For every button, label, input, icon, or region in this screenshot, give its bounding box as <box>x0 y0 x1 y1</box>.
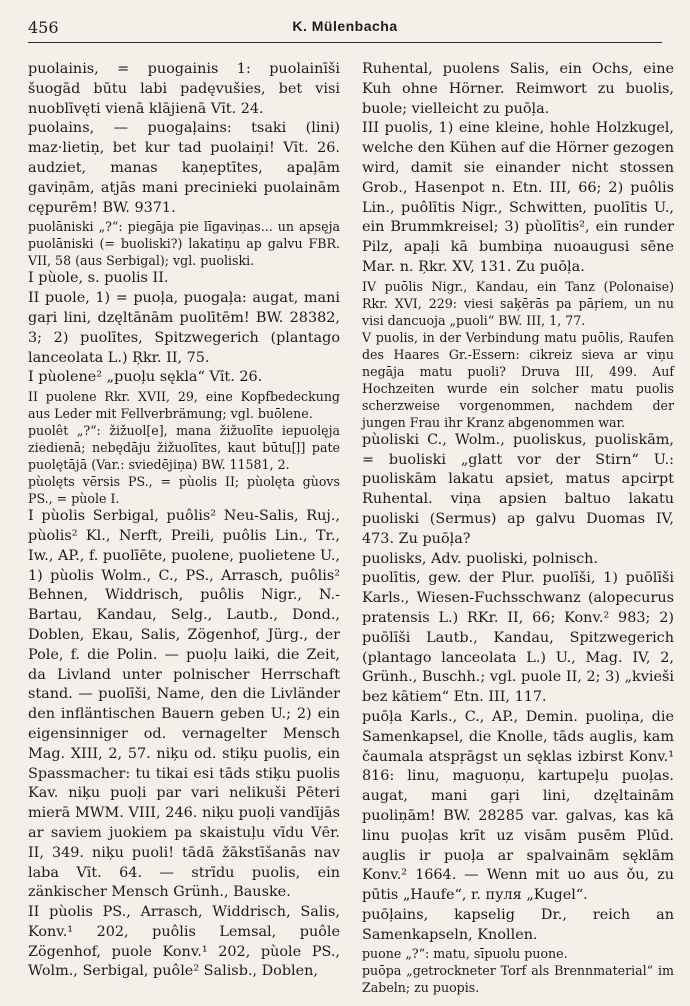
entry: Ruhental, puolens Salis, ein Ochs, eine Kuh ohne Hörner. Reimwort zu buolis, buole; vielleicht zu puōļa. <box>362 61 674 117</box>
page-number: 456 <box>28 18 59 37</box>
entry: puolains, — puogaļains: tsaki (lini) maz·lietiņ, bet kur tad puolaiņi! Vīt. 26. audziet, manas kaņeptītes, apaļām gaviņām, atjās mani precinieki puolainām cępurēm! BW. 9371. <box>28 120 340 216</box>
entry: puolêt „?“: žižuol[e], mana žižuolīte iepuolęja ziedienā; nebędāju žižuolītes, kaut būtu[ļ] pate puolętājā (Var.: sviedējiņa) BW. 11581, 2. <box>28 423 340 473</box>
entry: I pùole, s. puolis II. <box>28 270 169 287</box>
entry: puolainis, = puogainis 1: puolainīši šuogād būtu labi padęvušies, bet visi nuoblīvęti vienā klājienā Vīt. 24. <box>28 61 340 117</box>
entry: puolāniski „?“: piegāja pie līgaviņas... un apsęja puolāniski (= buoliski?) lakatiņu ap galvu FBR. VII, 58 (aus Serbigal); vgl. puoliski. <box>28 219 340 269</box>
right-column <box>362 60 674 996</box>
entry: II puolene Rkr. XVII, 29, eine Kopfbedeckung aus Leder mit Fellverbrämung; vgl. buōlene. <box>28 389 340 422</box>
entry: puōļa Karls., C., AP., Demin. puoliņa, die Samenkapsel, die Knolle, tāds auglis, kam čaumala atspŗāgst un sęklas izbirst Konv.¹ 816: linu, maguoņu, kartupeļu puoļas. augat, mani gaŗi lini, dzęltainām puoliņām! BW. 28285 var. galvas, kas kā linu puoļas krīt uz visām pusēm Plūd. auglis ir puoļa ar spalvainām sęklām Konv.² 1664. — Wenn mit uo aus ǒu, zu pūtis „Haufe“, r. пуля „Kugel“. <box>362 708 674 904</box>
entry: II puole, 1) = puoļa, puogaļa: augat, mani gaŗi lini, dzęltānām puolītēm! BW. 28382, 3; 2) puolītes, Spitzwegerich (plantago lanceolata L.) Ŗkr. II, 75. <box>28 290 340 366</box>
entry: puolītis, gew. der Plur. puolīši, 1) puōlīši Karls., Wiesen-Fuchsschwanz (alopecurus pratensis L.) RKr. II, 66; Konv.² 983; 2) puōlīši Lautb., Kandau, Spitzwegerich (plantago lanceolata L.) U., Mag. IV, 2, Grünh., Buschh.; vgl. puole II, 2; 3) „kvieši bez kātiem“ Etn. III, 117. <box>362 570 674 706</box>
entry: III puolis, 1) eine kleine, hohle Holzkugel, welche den Kühen auf die Hörner gezogen wird, damit sie einander nicht stossen Grob., Hasenpot n. Etn. III, 66; 2) puôlis Lin., puôlītis Nigr., Schwitten, puolītis U., ein Brummkreisel; 3) pùolītis², ein runder Pilz, apaļi kā bumbiņa nuoaugusi sēne Mar. n. Ŗkr. XV, 131. Zu puōļa. <box>362 120 674 275</box>
left-column <box>28 60 340 982</box>
entry: I pùolis Serbigal, puôlis² Neu-Salis, Ruj., pùolis² Kl., Nerft, Preili, puôlis Lin., Tr., Iw., AP., f. puolīēte, puolene, puolietene U., 1) pùolis Wolm., C., PS., Arrasch, puôlis² Behnen, Widdrisch, puôlis Nigr., N.-Bartau, Kandau, Selg., Lautb., Dond., Doblen, Ekau, Salis, Zögenhof, Jürg., der Pole, f. die Polin. — puoļu laiki, die Zeit, da Livland unter polnischer Herrschaft stand. — puolīši, Name, den die Livländer den infläntischen Bauern geben U.; 2) ein eigensinniger od. vernagelter Mensch Mag. XIII, 2, 57. niķu od. stiķu puolis, ein Spassmacher: tu tikai esi tāds stiķu puolis Kav. niķu puoļi par vari nelikuši Pēteri mierā MWM. VIII, 246. niķu puoļi vandījās ar saviem juokiem pa skaistuļu vīdu Vēr. II, 349. niķu puoli! tādā žākstīšanās nav laba Vīt. 64. — strīdu puolis, ein zänkischer Mensch Grünh., Bauske. <box>28 508 340 901</box>
entry: puōļains, kapselig Dr., reich an Samenkapseln, Knollen. <box>362 906 674 943</box>
entry: puōpa „getrockneter Torf als Brennmaterial“ im Zabeln; zu puopis. <box>362 963 674 996</box>
entry: I pùolene² „puoļu sękla“ Vīt. 26. <box>28 369 263 386</box>
entry: puolisks, Adv. puoliski, polnisch. <box>362 550 599 567</box>
entry: pùolęts vērsis PS., = pùolis II; pùolęta gùovs PS., = pùole I. <box>28 474 340 507</box>
entry: V puolis, in der Verbindung matu puōlis, Raufen des Haares Gr.-Essern: cikreiz sieva ar viņu negāja matu puoli? Druva III, 499. Auf Hochzeiten wurde ein solcher matu puolis scherzweise vorgenommen, nachdem der jungen Frau ihr Kranz abgenommen war. <box>362 329 674 430</box>
running-head: K. Mülenbacha <box>292 18 398 34</box>
entry: IV puōlis Nigr., Kandau, ein Tanz (Polonaise) Rkr. XVI, 229: viesi saķērās pa pāŗiem, un nu visi dancuoja „puoli“ BW. III, 1, 77. <box>362 278 674 328</box>
entry: pùoliski C., Wolm., puoliskus, puoliskām, = buoliski „glatt vor der Stirn“ U.: puoliskām lakatu apsiet, matus apcirpt Ruhental. viņa apsien baltuo lakatu puoliski (Sermus) ap galvu Duomas IV, 473. Zu puōļa? <box>362 431 674 547</box>
entry: puone „?“: matu, sīpuolu puone. <box>362 946 568 962</box>
page-header <box>28 16 662 43</box>
entry: II pùolis PS., Arrasch, Widdrisch, Salis, Konv.¹ 202, puôlis Lemsal, puôle Zögenhof, puole Konv.¹ 202, pùole PS., Wolm., Serbigal, puôle² Salisb., Doblen, <box>28 904 340 980</box>
